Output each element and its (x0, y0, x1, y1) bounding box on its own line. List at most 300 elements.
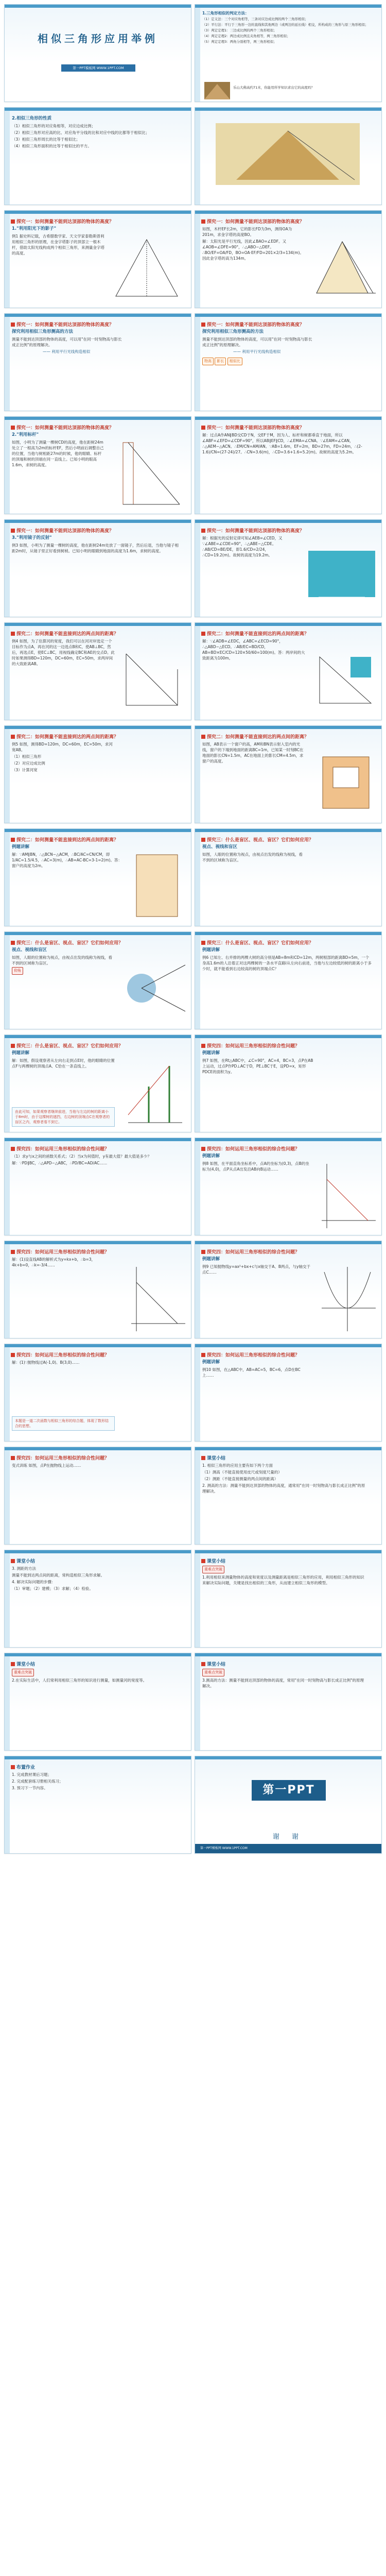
slide-title (11, 630, 186, 637)
flag-icon (201, 1662, 205, 1666)
slide-sidebar (195, 832, 200, 926)
slide-title (201, 321, 376, 328)
slide-17[interactable] (195, 828, 382, 926)
slide-5[interactable] (195, 210, 382, 308)
slide-title-text: 探究四：如何运用三角形相似的综合性问题？ (16, 1147, 110, 1152)
flag-icon (201, 941, 205, 945)
slide-body (202, 1463, 375, 1495)
slide-title-text: 课堂小结 (16, 1662, 36, 1667)
slide-paragraph: 例1 据史料记载，古希腊数学家、天文学家泰勒斯曾利用相似三角形的原理，在金字塔影子的顶部立一根木杆，借助太阳光线构成两个相似三角形，来测量金字塔的高度。 (12, 234, 104, 256)
slide-topbar (5, 108, 191, 111)
slide-7[interactable] (195, 313, 382, 411)
window-figure (318, 752, 374, 814)
slide-title-text: 探究四：如何运用三角形相似的综合性问题？ (16, 1353, 110, 1358)
slide-title (11, 1764, 186, 1770)
mirror-figure (308, 540, 375, 607)
slide-sidebar (195, 214, 200, 308)
slide-title-text: 探究四：如何运用三角形相似的综合性问题？ (207, 1353, 300, 1358)
flag-icon (11, 219, 15, 224)
slide-title-text: 探究二：如何测量不能直接到达的两点间的距离？ (207, 632, 309, 637)
slide-title-text: 探究二：如何测量不能直接到达的两点间的距离？ (16, 838, 119, 843)
flag-icon (201, 323, 205, 327)
slide-sidebar (195, 111, 200, 205)
slide-paragraph: 例7 如图，在Rt△ABC中，∠C=90°，AC=4，BC=3，点P在AB上运动，过点P作PD⊥AC于D，PE⊥BC于E，设PD=x，矩形PDCE的面积为y。 (202, 1058, 313, 1074)
flag-icon (11, 1662, 15, 1666)
slide-19[interactable] (195, 931, 382, 1029)
slide-sidebar (195, 1656, 200, 1750)
flag-icon (11, 1044, 15, 1048)
slide-8[interactable] (4, 416, 191, 514)
line-2: （1）测高（不能直接使用皮尺或刻度尺量的） (202, 1470, 282, 1475)
slide-title (11, 1454, 186, 1461)
slide-topbar (195, 1550, 381, 1553)
slide-9[interactable] (195, 416, 382, 514)
slide-title (201, 1660, 376, 1667)
flag-icon (201, 426, 205, 430)
flag-icon (11, 323, 15, 327)
slide-10[interactable] (4, 519, 191, 617)
slide-title-text: 课堂小结 (207, 1456, 226, 1461)
slide-sidebar (195, 1450, 200, 1544)
line-2: 2. 完成配套练习册相关练习； (12, 1779, 63, 1784)
slide-topbar (5, 417, 191, 420)
slide-18[interactable] (4, 931, 191, 1029)
slide-paragraph: 2.在实际生活中，人们常利用相似三角形的知识进行测量，如测量河的宽度等。 (12, 1678, 147, 1683)
slide-title (201, 939, 376, 946)
slide-20[interactable] (4, 1035, 191, 1132)
list-item-2: （2）对应边成比例 (12, 761, 45, 766)
slide-paragraph: 例10 如图，在△ABC中，AB=AC=5，BC=6，点D在BC上…… (202, 1367, 301, 1378)
line-5: （5）判定定理3：两角分别相等，两三角形相似； (202, 40, 277, 44)
line-1: 3. 测距的方法 (12, 1566, 37, 1571)
slide-title (11, 939, 186, 946)
tower-figure (113, 437, 185, 510)
river-diagram (314, 647, 376, 708)
river-figure (121, 649, 188, 710)
flag-icon (11, 1765, 15, 1769)
slide-title (201, 836, 376, 843)
slide-body (202, 329, 375, 366)
slide-paragraph: 测量不能到达顶部的物体的高度，可以用"在同一时刻物高与影长成正比例"的原理解决。 (202, 337, 312, 347)
slide-21[interactable] (195, 1035, 382, 1132)
slide-subtitle: 例题讲解 (12, 1050, 30, 1056)
slide-34[interactable] (4, 1756, 191, 1854)
slide-title-text: 布置作业 (16, 1765, 36, 1770)
slide-topbar (5, 520, 191, 523)
flag-icon (11, 529, 15, 533)
slide-subtitle: 探究利用相似三角形测高的方法 (202, 329, 264, 334)
slide-title (11, 527, 186, 534)
line-2: （2）相似三角形对应高的比、对应角平分线的比和对应中线的比都等于相似比； (12, 130, 150, 135)
slide-3[interactable] (4, 107, 191, 205)
slide-title-text: 课堂小结 (207, 1662, 226, 1667)
slide-title (11, 1145, 186, 1152)
slide-topbar (195, 1344, 381, 1347)
slide-title (11, 1351, 186, 1358)
graph-figure (126, 1262, 188, 1334)
flag-icon (11, 1559, 15, 1563)
slide-subtitle: 例题讲解 (12, 844, 30, 850)
slide-title (201, 1351, 376, 1358)
line-1: （1）定义法：三个对应角相等，三条对应边成比例的两个三角形相似； (202, 17, 308, 21)
flag-icon (201, 735, 205, 739)
triangle-figure (111, 234, 183, 301)
slide-sidebar (5, 832, 10, 926)
tag-object-height: 物高 (202, 358, 214, 365)
slide-topbar (195, 829, 381, 832)
slide-15[interactable] (195, 725, 382, 823)
slide-solution: 解：过点A作AN∥BD交CD于N，交EF于M，因为人、标杆和树都垂直于地面，所以∠ABF=∠EFD=∠CDF=90°，所以AB∥EF∥CD，∴∠EMA=∠CNA。∵∠EAM=∠CAN，∴△AEM∽△ACN。∴EM/CN=AM/AN。∵AB=1.6m，EF=2m，BD=27m，FD=24m，∴(2-1.6)/CN=(27-24)/27。∴CN=3.6(m)，∴CD=3.6+1.6=5.2(m)。故树的高度为5.2m。 (202, 433, 362, 454)
slide-sidebar (5, 420, 10, 514)
slide-sidebar (195, 935, 200, 1029)
slide-title-text: 探究四：如何运用三角形相似的综合性问题？ (16, 1250, 110, 1255)
slide-subtitle: 例题讲解 (202, 1257, 220, 1262)
flag-icon (11, 838, 15, 842)
slide-29[interactable] (195, 1447, 382, 1545)
slide-topbar (195, 5, 381, 8)
line-4: （4）判定定理2：两边成比例且夹角相等，两三角形相似； (202, 34, 290, 38)
slide-32[interactable] (4, 1653, 191, 1751)
slide-title-text: 探究四：如何运用三角形相似的综合性问题？ (207, 1044, 300, 1049)
footer-bar: 第一PPT模板网 WWW.1PPT.COM (195, 1844, 381, 1853)
note-text: 本题是一道二次函数与相似三角形的综合题，体现了数形结合的思想。 (15, 1419, 109, 1428)
flag-icon (11, 632, 15, 636)
slide-11[interactable] (195, 519, 382, 617)
slide-title-text: 探究一：如何测量不能到达顶部的物体的高度？ (16, 426, 114, 431)
slide-solution: 解：(1)∵抛物线过A(-1,0)、B(3,0)…… (12, 1360, 80, 1365)
slide-2[interactable] (195, 4, 382, 102)
note-text: 由此可知，如果观察者继续前进，当他与左边的树的距离小于8m时，由于这棵树的遮挡，右边树的顶端点C在观察者的盲区之内，观察者看不到它。 (15, 1110, 110, 1124)
slide-sidebar (5, 1553, 10, 1647)
line-2: （2）平行法：平行于三角形一边的直线和其他两边（或两边的延长线）相交，所构成的三角形与原三角形相似； (202, 23, 369, 27)
slide-title (201, 630, 376, 637)
slide-sidebar (5, 214, 10, 308)
line-4: （1）审题；（2）建模；（3）求解；（4）检验。 (12, 1586, 93, 1591)
slide-title (201, 527, 376, 534)
slide-sidebar (5, 1347, 10, 1441)
slide-sidebar (195, 626, 200, 720)
buddha-picture (204, 82, 230, 99)
line-3: 4. 解决实际问题的步骤： (12, 1580, 56, 1584)
slide-12[interactable] (4, 622, 191, 720)
slide-paragraph: 测量不能到达顶部的物体的高度，可以用"在同一时刻物高与影长成正比例"的原理解决。 (12, 337, 122, 347)
slide-title-text: 探究三：什么是盲区、视点、盲区？它们如何应用？ (16, 941, 124, 946)
slide-title (201, 1248, 376, 1255)
flag-icon (201, 632, 205, 636)
slide-paragraph: 如图，AB表示一个窗户的高，AM和BN表示射入室内的光线，窗户的下端到地面的距离BC=1m，已知某一时刻BC在地面的影长CN=1.5m，AC在地面上的影长CM=4.5m，求窗户的高度。 (202, 742, 304, 764)
slide-30[interactable] (4, 1550, 191, 1648)
slide-26[interactable] (4, 1344, 191, 1442)
slide-topbar (195, 1035, 381, 1038)
slide-topbar (5, 1241, 191, 1244)
slide-sidebar (195, 1553, 200, 1647)
slide-title-text: 探究三：什么是盲区、视点、盲区？它们如何应用？ (207, 941, 314, 946)
slide-body (202, 1360, 375, 1379)
slide-body (12, 1566, 185, 1592)
list-item-1: （1）相似三角形 (12, 754, 42, 759)
slide-pyramid[interactable] (195, 107, 382, 205)
slide-header: 2.相似三角形的性质 (12, 116, 52, 121)
slide-body (202, 1669, 375, 1690)
line-3: （3）判定定理1：三边成比例的两个三角形相似； (202, 28, 277, 32)
slide-topbar (195, 417, 381, 420)
slide-topbar (5, 932, 191, 935)
slide-25[interactable] (195, 1241, 382, 1338)
slide-body (12, 1360, 185, 1366)
list-item-3: （3）计算河宽 (12, 768, 38, 772)
slide-solution: 解：太阳光是平行光线，因此∠BAO=∠EDF。又∠AOB=∠DFE=90°，∴△ABO∽△DEF。∴BO/EF=OA/FD，BO=OA·EF/FD=201×2/3=134(m)。因此金字塔的高为134m。 (202, 239, 304, 261)
slide-subtitle: 探究利用相似三角形测高的方法 (12, 329, 74, 334)
tag-ratio: 相似比 (227, 358, 242, 365)
slide-topbar (5, 829, 191, 832)
cover-banner: 第一PPT模板网 WWW.1PPT.COM (61, 64, 135, 72)
slide-33[interactable] (195, 1653, 382, 1751)
slide-title (201, 1557, 376, 1564)
slide-title (201, 1454, 376, 1461)
key-point-badge: 重难点突破 (202, 1566, 224, 1573)
slide-body (12, 1154, 185, 1167)
slide-paragraph: 如图，人眼的位置称为视点，由视点出发的线称为视线，看不到的区域称为盲区。 (202, 852, 303, 862)
slide-title (201, 1042, 376, 1049)
key-point-badge: 重难点突破 (202, 1669, 224, 1676)
slide-title-text: 探究四：如何运用三角形相似的综合性问题？ (207, 1147, 300, 1152)
slide-paragraph: 变式训练 如图，点P在抛物线上运动…… (12, 1463, 81, 1468)
slide-body (202, 844, 375, 864)
slide-title-text: 探究一：如何测量不能到达顶部的物体的高度？ (16, 323, 114, 328)
trees-figure (123, 1056, 185, 1128)
slide-28[interactable] (4, 1447, 191, 1545)
pyramid-picture (216, 123, 360, 185)
slide-sidebar (5, 1450, 10, 1544)
slide-body (12, 1463, 185, 1469)
slide-topbar (5, 5, 191, 8)
slide-14[interactable] (4, 725, 191, 823)
flag-icon (11, 735, 15, 739)
slide-23[interactable] (195, 1138, 382, 1235)
slide-title-text: 探究一：如何测量不能到达顶部的物体的高度？ (207, 426, 305, 431)
slide-title-text: 课堂小结 (207, 1559, 226, 1564)
line-3: 3. 预习下一节内容。 (12, 1786, 48, 1790)
slide-quote: —— 利用平行光线构造相似 (233, 349, 281, 354)
flag-icon (11, 1147, 15, 1151)
slide-sidebar (195, 420, 200, 514)
slide-title (11, 733, 186, 740)
slide-title-text: 探究二：如何测量不能直接到达的两点间的距离？ (16, 632, 119, 637)
slide-title (201, 218, 376, 225)
slide-body (202, 1566, 375, 1587)
line-4: （4）相似三角形面积的比等于相似比的平方。 (12, 144, 92, 148)
slide-title-text: 探究二：如何测量不能直接到达的两点间的距离？ (16, 735, 119, 740)
flag-icon (201, 1559, 205, 1563)
flag-icon (201, 838, 205, 842)
window-diagram (131, 850, 183, 922)
slide-topbar (5, 314, 191, 317)
slide-title-text: 探究一：如何测量不能到达顶部的物体的高度？ (207, 323, 305, 328)
slide-paragraph: 例6 已知左、右并排的两棵大树的高分别是AB=8m和CD=12m，两树根部的距离BD=5m，一个身高1.6m的人沿着正对这两棵树的一条水平直路l从左向右前进，当他与左边较低的树的距离小于多少时，就不能看到右边较高的树的顶端点C？ (202, 955, 372, 971)
slide-sidebar (5, 1759, 10, 1853)
slide-topbar (195, 1241, 381, 1244)
slide-topbar (5, 623, 191, 626)
slide-title-text: 探究二：如何测量不能直接到达的两点间的距离？ (207, 735, 309, 740)
slide-title-text: 探究四：如何运用三角形相似的综合性问题？ (16, 1456, 110, 1461)
slide-sidebar (5, 523, 10, 617)
slide-6[interactable] (4, 313, 191, 411)
slide-sidebar (5, 317, 10, 411)
slide-topbar (195, 1447, 381, 1450)
parabola-figure (317, 1262, 378, 1334)
slide-title (201, 733, 376, 740)
slide-27[interactable] (195, 1344, 382, 1442)
slide-title-text: 探究一：如何测量不能到达顶部的物体的高度？ (207, 219, 305, 225)
pyramid-diagram (311, 231, 378, 303)
slide-topbar (5, 1138, 191, 1141)
slide-topbar (5, 211, 191, 214)
eye-figure (121, 955, 188, 1022)
slide-subtitle: 2."利用标杆" (12, 432, 39, 437)
slide-sidebar (5, 1141, 10, 1235)
thanks-text: 谢 谢 (272, 1833, 304, 1841)
slide-sidebar (5, 729, 10, 823)
slide-body (202, 432, 375, 456)
slide-sidebar (195, 1244, 200, 1338)
slide-title-text: 探究四：如何运用三角形相似的综合性问题？ (207, 1250, 300, 1255)
tag-shadow-length: 影长 (215, 358, 226, 365)
line-3: （3）相似三角形周长的比等于相似比； (12, 137, 80, 142)
line-4: 2. 测高的方法：测量不能到达顶部的物体的高度，通常用"在同一时刻物高与影长成正比例"的原理解决。 (202, 1483, 365, 1494)
slide-paragraph: （1）求y与x之间的函数关系式；（2）当x为何值时，y有最大值？最大值是多少？ (12, 1154, 152, 1159)
slide-paragraph: 例4 如图，为了估算河的宽度，我们可以在河对岸选定一个目标作为点A，再在河的这一边选点B和C，使AB⊥BC，然后，再选点E，使EC⊥BC，用视线确定BC和AE的交点D。此时如果测得BD=120m，DC=60m，EC=50m，求两岸间的大致距离AB。 (12, 639, 115, 666)
slide-sidebar (195, 1038, 200, 1132)
slide-subtitle: 3."利用镜子的反射" (12, 535, 52, 540)
slide-topbar (5, 726, 191, 729)
flag-icon (201, 219, 205, 224)
slide-ending[interactable] (195, 1756, 382, 1854)
slide-4[interactable] (4, 210, 191, 308)
slide-topbar (195, 623, 381, 626)
slide-topbar (5, 1756, 191, 1759)
slide-paragraph: 解：如图，假设观察者从左向右走到点E时，他的眼睛的位置点F与两棵树的顶端点A、C恰在一条直线上。 (12, 1058, 115, 1069)
slide-subtitle: 例题讲解 (202, 1154, 220, 1159)
slide-subtitle: 1."利用阳光下的影子" (12, 226, 57, 231)
line-2: 测量不能到达两点间的距离，常构造相似三角形求解。 (12, 1573, 104, 1578)
slide-topbar (195, 520, 381, 523)
slide-title (11, 218, 186, 225)
cover-title: 相似三角形应用举例 (38, 32, 158, 45)
slide-sidebar (5, 111, 10, 205)
slide-subtitle: 例题讲解 (202, 1360, 220, 1365)
flag-icon (201, 1044, 205, 1048)
slide-body (12, 1772, 185, 1792)
slide-paragraph: 例5 如图，测得BD=120m，DC=60m，EC=50m，求河宽AB。 (12, 742, 113, 752)
slide-topbar (5, 1447, 191, 1450)
slide-13[interactable] (195, 622, 382, 720)
slide-caption: 乐山大佛高约71米，你能用所学知识求出它的高度吗？ (233, 86, 314, 90)
slide-22[interactable] (4, 1138, 191, 1235)
slide-subtitle: 视点、视线和盲区 (12, 947, 47, 953)
slide-solution: 解：∵AM∥BN，∴△BCN∽△ACM，∴BC/AC=CN/CM，即1/AC=1.5/4.5，∴AC=3(m)，∴AB=AC-BC=3-1=2(m)。答：窗户的高度为2m。 (12, 852, 122, 868)
slide-topbar (195, 1653, 381, 1656)
flag-icon (201, 1456, 205, 1460)
slide-title-text: 探究三：什么是盲区、视点、盲区？它们如何应用？ (207, 838, 314, 843)
flag-icon (11, 1353, 15, 1357)
slide-sidebar (195, 1141, 200, 1235)
tag-elevation: 仰角 (12, 967, 23, 975)
flag-icon (201, 529, 205, 533)
slide-topbar (195, 108, 381, 111)
slide-sidebar (195, 729, 200, 823)
slide-title (11, 424, 186, 431)
slide-sidebar (5, 1244, 10, 1338)
flag-icon (201, 1147, 205, 1151)
flag-icon (11, 1456, 15, 1460)
note-box (12, 1416, 115, 1431)
slide-subtitle: 例题讲解 (202, 947, 220, 953)
ppt-logo: 第一PPT (252, 1780, 326, 1801)
note-box (12, 1107, 115, 1127)
slide-title (11, 836, 186, 843)
slide-sidebar (195, 8, 200, 101)
slide-title (201, 1145, 376, 1152)
slide-body (202, 11, 375, 45)
slide-title (11, 321, 186, 328)
slide-paragraph: 如图，小明为了测量一棵树CD的高度，他在距树24m处立了一根高为2m的标杆EF，然后小明前后调整自己的位置，当他与树相距27m的时候，他的眼睛、标杆的顶端和树的顶端在同一直线上。已知小明的眼高1.6m，求树的高度。 (12, 440, 104, 467)
line-1: 1. 相似三角形的应用主要有如下两个方面 (202, 1463, 273, 1468)
slide-solution: 解：(1)设直线AB的解析式为y=kx+b，∴b=3，4k+b=0，∴k=-3/4…… (12, 1257, 96, 1267)
slide-cover[interactable] (4, 4, 191, 102)
slide-24[interactable] (4, 1241, 191, 1338)
slide-quote: —— 利用平行光线构造相似 (43, 349, 91, 354)
slide-topbar (5, 1653, 191, 1656)
slide-paragraph: 例8 如图，在平面直角坐标系中，点A的坐标为(0,3)，点B的坐标为(4,0)，点P从点A出发沿AB向B运动…… (202, 1161, 309, 1172)
slide-paragraph: 例3 如图，小明为了测量一棵树的高度，他在距树24m处放了一面镜子，然后后退，当他与镜子相距2m时，从镜子里正好看到树梢。已知小明的眼睛到地面的高度为1.6m，求树的高度。 (12, 543, 179, 553)
slide-body (202, 1050, 375, 1076)
slide-paragraph: 例9 已知抛物线y=ax²+bx+c与x轴交于A、B两点，与y轴交于点C…… (202, 1264, 310, 1275)
slide-body (12, 535, 185, 555)
slide-topbar (5, 1035, 191, 1038)
slide-topbar (195, 211, 381, 214)
slide-sidebar (5, 1656, 10, 1750)
slide-topbar (5, 1550, 191, 1553)
slide-paragraph: 如图，人眼的位置称为视点，由视点出发的线称为视线，看不到的区域称为盲区。 (12, 955, 112, 965)
flag-icon (11, 1250, 15, 1254)
line-1: （1）相似三角形的对应角相等，对应边成比例； (12, 124, 96, 128)
line-3: （2）测距（不能直接测量的两点间的距离） (202, 1477, 278, 1481)
slide-topbar (195, 314, 381, 317)
slide-topbar (195, 726, 381, 729)
line-1: 1. 完成教材课后习题； (12, 1772, 52, 1777)
slide-body (12, 329, 185, 355)
slide-paragraph: 1.利用相似来测量物体的高度和宽度以及测量距离是相似三角形的应用，利用相似三角形的知识来解决实际问题，关键是找出相似的三角形，从而建立相似三角形的模型。 (202, 1575, 364, 1585)
slide-title (11, 1660, 186, 1667)
key-point-badge: 重难点突破 (12, 1669, 34, 1676)
slide-topbar (5, 1344, 191, 1347)
slide-title-text: 探究一：如何测量不能到达顶部的物体的高度？ (16, 219, 114, 225)
slide-title-text: 探究三：什么是盲区、视点、盲区？它们如何应用？ (16, 1044, 124, 1049)
slide-title (201, 424, 376, 431)
slide-31[interactable] (195, 1550, 382, 1648)
slide-title (11, 1557, 186, 1564)
slide-16[interactable] (4, 828, 191, 926)
flag-icon (201, 1250, 205, 1254)
slide-body (12, 741, 185, 774)
slide-body (202, 947, 375, 973)
slide-sidebar (195, 523, 200, 617)
slide-solution: 解：∵PD∥BC，∴△APD∽△ABC，∴PD/BC=AD/AC…… (12, 1161, 108, 1165)
slide-body (12, 116, 185, 150)
slide-title-text: 探究一：如何测量不能到达顶部的物体的高度？ (16, 529, 114, 534)
coordinate-figure (317, 1159, 378, 1231)
slide-topbar (195, 1138, 381, 1141)
